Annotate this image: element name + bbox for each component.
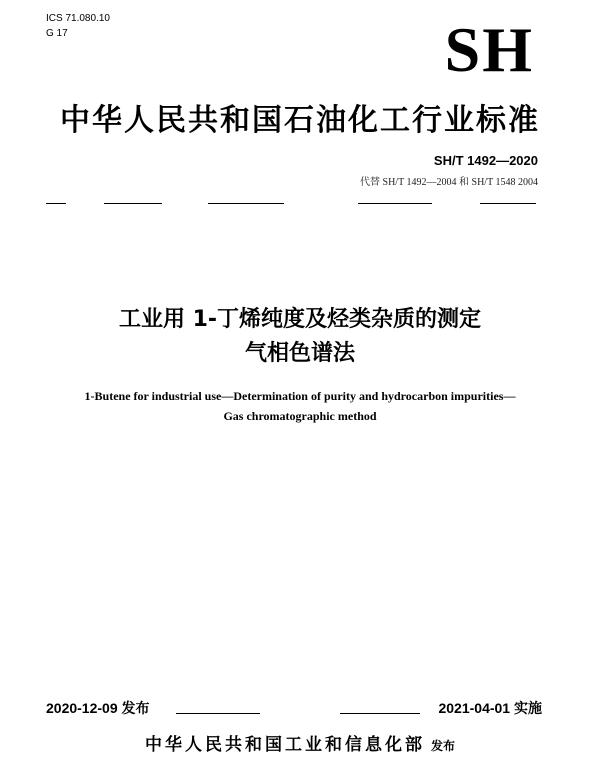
document-title-chinese xyxy=(0,303,600,371)
issuing-authority xyxy=(0,730,600,755)
replaces-note: 代替 SH/T 1492—2004 和 SH/T 1548 2004 xyxy=(360,177,538,188)
issuer-name: 中华人民共和国工业和信息化部 xyxy=(144,735,425,755)
publish-date: 2020-12-09 发布 xyxy=(46,700,150,716)
title-en-line-2: Gas chromatographic method xyxy=(223,409,377,423)
ics-code: ICS 71.080.10 xyxy=(46,13,110,24)
title-zh-line-2: 气相色谱法 xyxy=(244,341,355,366)
implement-date: 2021-04-01 实施 xyxy=(438,700,542,716)
title-en-line-1: 1-Butene for industrial use—Determination of purity and hydrocarbon impurities— xyxy=(84,389,516,403)
document-title-english xyxy=(0,386,600,426)
standard-category-title: 中华人民共和国石油化工行业标准 xyxy=(60,103,540,138)
classification-code: G 17 xyxy=(46,28,68,39)
date-rule-left xyxy=(176,713,260,714)
date-rule-right xyxy=(340,713,420,714)
title-zh-line-1: 工业用 1-丁烯纯度及烃类杂质的测定 xyxy=(118,307,482,332)
standard-code: SH/T 1492—2020 xyxy=(433,153,538,168)
issuer-suffix: 发布 xyxy=(430,739,455,753)
sh-logo: SH xyxy=(444,14,534,85)
